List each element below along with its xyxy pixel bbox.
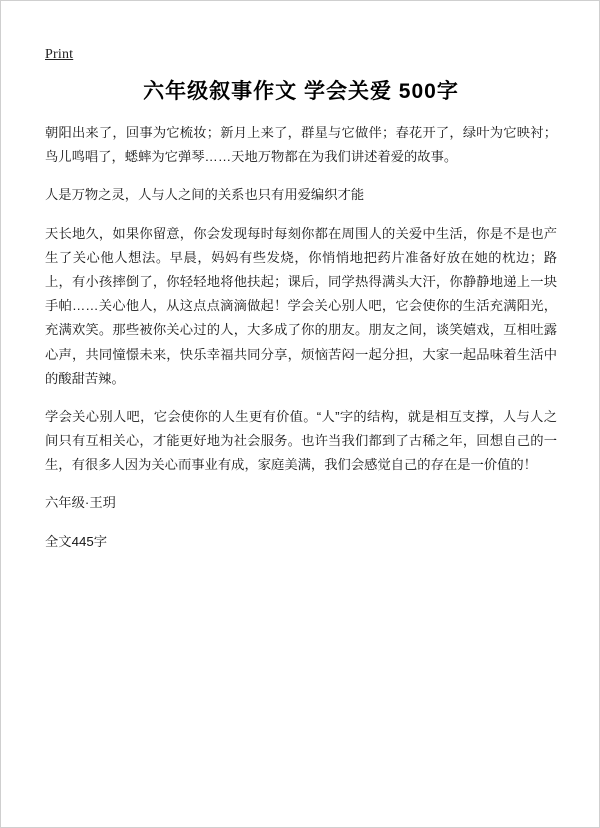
document-content [45,75,557,554]
body-paragraph: 天长地久，如果你留意，你会发现每时每刻你都在周围人的关爱中生活，你是不是也产生了关心他人想法。早晨，妈妈有些发烧，你悄悄地把药片准备好放在她的枕边；路上，有小孩摔倒了，你轻轻地将他扶起；课后，同学热得满头大汗，你静静地递上一块手帕……关心他人，从这点点滴滴做起！学会关心别人吧，它会使你的生活充满阳光，充满欢笑。那些被你关心过的人，大多成了你的朋友。朋友之间，谈笑嬉戏，互相吐露心声，共同憧憬未来，快乐幸福共同分享，烦恼苦闷一起分担，大家一起品味着生活中的酸甜苦辣。 [45,225,557,386]
body-paragraph: 人是万物之灵，人与人之间的关系也只有用爱编织才能 [45,187,365,203]
body-paragraph: 学会关心别人吧，它会使你的人生更有价值。“人”字的结构，就是相互支撑，人与人之间只有互相关心，才能更好地为社会服务。也许当我们都到了古稀之年，回想自己的一生，有很多人因为关心而事业有成，家庭美满，我们会感觉自己的存在是一价值的！ [45,408,557,473]
print-link[interactable]: Print [45,47,74,62]
body-paragraph: 朝阳出来了，回事为它梳妆；新月上来了，群星与它做伴；春花开了，绿叶为它映衬；鸟儿鸣唱了，蟋蟀为它弹琴……天地万物都在为我们讲述着爱的故事。 [45,125,557,165]
page-title: 六年级叙事作文 学会关爱 500字 [143,80,459,103]
author-signature: 六年级·王玥 [45,495,116,511]
word-count: 全文445字 [45,533,108,549]
